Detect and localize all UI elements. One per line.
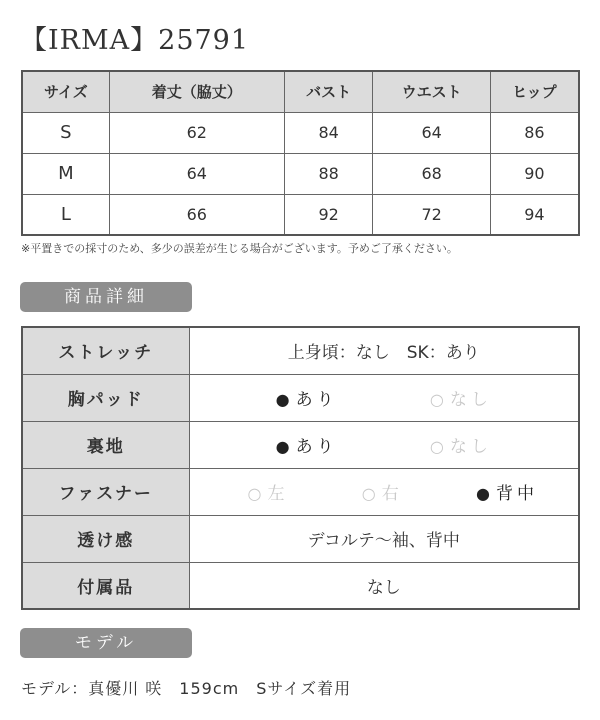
header-hip: ヒップ xyxy=(490,71,579,112)
filled-circle-icon: ● xyxy=(275,390,290,409)
bust-pad-no: ○ なし xyxy=(429,390,492,410)
table-row xyxy=(22,112,579,153)
table-row xyxy=(22,153,579,194)
bust-cell: 84 xyxy=(284,112,373,153)
bust-cell: 92 xyxy=(284,194,373,235)
table-row xyxy=(22,421,579,468)
table-row xyxy=(22,562,579,609)
fastener-options xyxy=(189,468,579,515)
table-row xyxy=(22,194,579,235)
fastener-left: ○ 左 xyxy=(247,484,289,504)
table-row xyxy=(22,468,579,515)
fastener-back: ● 背中 xyxy=(476,484,538,504)
size-table xyxy=(21,70,580,236)
empty-circle-icon: ○ xyxy=(429,390,444,409)
length-cell: 66 xyxy=(109,194,284,235)
lining-no: ○ なし xyxy=(429,437,492,457)
details-heading: 商品詳細 xyxy=(20,282,192,312)
size-cell: L xyxy=(22,194,109,235)
lining-options xyxy=(189,421,579,468)
sheer-label: 透け感 xyxy=(22,515,189,562)
filled-circle-icon: ● xyxy=(476,484,490,503)
waist-cell: 64 xyxy=(373,112,490,153)
bust-pad-yes: ● あり xyxy=(275,390,338,410)
length-cell: 62 xyxy=(109,112,284,153)
length-cell: 64 xyxy=(109,153,284,194)
header-size: サイズ xyxy=(22,71,109,112)
stretch-value: 上身頃：なし SK：あり xyxy=(189,327,579,374)
size-cell: M xyxy=(22,153,109,194)
table-row xyxy=(22,515,579,562)
bust-pad-label: 胸パッド xyxy=(22,374,189,421)
accessories-value: なし xyxy=(189,562,579,609)
fastener-right: ○ 右 xyxy=(361,484,403,504)
size-cell: S xyxy=(22,112,109,153)
details-table xyxy=(21,326,580,610)
sheer-value: デコルテ〜袖、背中 xyxy=(189,515,579,562)
product-title: 【IRMA】25791 xyxy=(20,25,250,56)
hip-cell: 86 xyxy=(490,112,579,153)
hip-cell: 90 xyxy=(490,153,579,194)
model-heading: モデル xyxy=(20,628,192,658)
waist-cell: 72 xyxy=(373,194,490,235)
table-row xyxy=(22,327,579,374)
accessories-label: 付属品 xyxy=(22,562,189,609)
lining-yes: ● あり xyxy=(275,437,338,457)
header-waist: ウエスト xyxy=(373,71,490,112)
header-bust: バスト xyxy=(284,71,373,112)
filled-circle-icon: ● xyxy=(275,437,290,456)
stretch-label: ストレッチ xyxy=(22,327,189,374)
empty-circle-icon: ○ xyxy=(361,484,376,503)
model-info: モデル：真優川 咲 159cm Sサイズ着用 xyxy=(21,679,352,698)
waist-cell: 68 xyxy=(373,153,490,194)
bust-pad-options xyxy=(189,374,579,421)
bust-cell: 88 xyxy=(284,153,373,194)
empty-circle-icon: ○ xyxy=(429,437,444,456)
size-table-header xyxy=(22,71,579,112)
lining-label: 裏地 xyxy=(22,421,189,468)
header-length: 着丈（脇丈） xyxy=(109,71,284,112)
table-row xyxy=(22,374,579,421)
measurement-note: ※平置きでの採寸のため、多少の誤差が生じる場合がございます。予めご了承ください。 xyxy=(21,242,458,255)
fastener-label: ファスナー xyxy=(22,468,189,515)
hip-cell: 94 xyxy=(490,194,579,235)
empty-circle-icon: ○ xyxy=(247,484,262,503)
